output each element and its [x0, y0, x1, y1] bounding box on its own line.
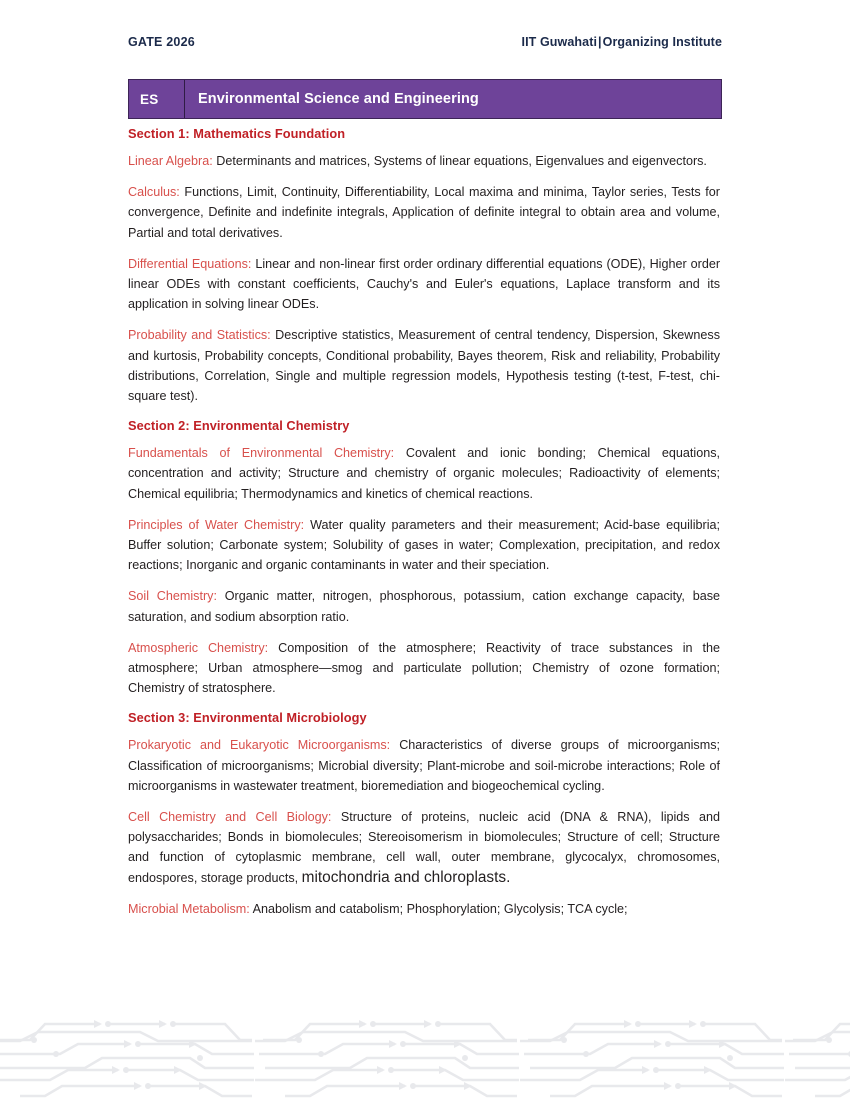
- section-heading: Section 1: Mathematics Foundation: [128, 126, 346, 141]
- topic-label: Microbial Metabolism:: [128, 901, 250, 916]
- subject-code: ES: [140, 91, 159, 107]
- topic-body: Composition of the atmosphere; Reactivity of trace substances in the atmosphere; Urban atmosphere—smog and particulate pollution; Chemistry of ozone formation; Chemistry of stratosphere.: [128, 640, 721, 696]
- topic-entry: [128, 254, 720, 315]
- topic-label: Principles of Water Chemistry:: [128, 517, 305, 532]
- topic-label: Linear Algebra:: [128, 153, 213, 168]
- subject-code-cell: [129, 80, 185, 118]
- institute-name: IIT Guwahati: [521, 35, 598, 49]
- topic-body: Covalent and ionic bonding; Chemical equations, concentration and activity; Structure and chemistry of organic molecules; Radioactivity of elements; Chemical equilibria; Thermodynamics and kinetics of chemical reactions.: [128, 446, 720, 501]
- header-separator: |: [598, 35, 602, 49]
- topic-entry: [128, 151, 720, 171]
- section-heading: Section 3: Environmental Microbiology: [128, 710, 367, 726]
- topic-body-emphasis: mitochondria and chloroplasts.: [301, 868, 511, 886]
- subject-banner: [128, 79, 722, 119]
- topic-label: Differential Equations:: [128, 256, 252, 271]
- topic-label: Probability and Statistics:: [128, 328, 271, 343]
- topic-label: Fundamentals of Environmental Chemistry:: [128, 446, 395, 461]
- topic-entry: [128, 638, 720, 699]
- topic-label: Cell Chemistry and Cell Biology:: [128, 810, 332, 825]
- topic-entry: [128, 586, 720, 626]
- topic-body: Linear and non-linear first order ordinary differential equations (ODE), Higher order linear ODEs with constant coefficients, Cauchy's and Euler's equations, Laplace transform and its application in solving linear ODEs.: [128, 256, 721, 312]
- section-heading: Section 2: Environmental Chemistry: [128, 418, 350, 434]
- footer-circuit-pattern: [0, 1010, 850, 1100]
- subject-name-cell: [185, 80, 721, 118]
- topic-entry: [128, 443, 720, 504]
- topic-body: Functions, Limit, Continuity, Differentiability, Local maxima and minima, Taylor series, Tests for convergence, Definite and indefinite integrals, Application of definite integral to obtain area and volume, Partial and total derivatives.: [128, 185, 720, 240]
- topic-entry: [128, 515, 720, 576]
- syllabus-content: [128, 126, 720, 930]
- document-header: [128, 35, 722, 49]
- topic-entry: [128, 735, 720, 796]
- topic-label: Atmospheric Chemistry:: [128, 640, 269, 655]
- institute-role: Organizing Institute: [602, 35, 722, 49]
- topic-entry: [128, 182, 720, 243]
- topic-label: Soil Chemistry:: [128, 589, 217, 604]
- topic-body: Water quality parameters and their measurement; Acid-base equilibria; Buffer solution; Carbonate system; Solubility of gases in water; Complexation, precipitation, and redox reactions; Inorganic and organic contaminants in water and their speciation.: [128, 517, 721, 573]
- topic-body: Determinants and matrices, Systems of linear equations, Eigenvalues and eigenvectors.: [216, 153, 707, 168]
- exam-year-label: GATE 2026: [128, 35, 195, 49]
- topic-label: Calculus:: [128, 185, 180, 200]
- topic-body: Characteristics of diverse groups of microorganisms; Classification of microorganisms; Microbial diversity; Plant-microbe and soil-microbe interactions; Role of microorganisms in wastewater treatment, bioremediation and biogeochemical cycling.: [128, 738, 720, 793]
- topic-label: Prokaryotic and Eukaryotic Microorganisms:: [128, 738, 391, 753]
- topic-body: Organic matter, nitrogen, phosphorous, potassium, cation exchange capacity, base saturation, and sodium absorption ratio.: [128, 589, 721, 624]
- topic-body: Structure of proteins, nucleic acid (DNA & RNA), lipids and polysaccharides; Bonds in biomolecules; Stereoisomerism in biomolecules; Structure of cell; Structure and function of cytoplasmic membrane, cell wall, outer membrane, glycocalyx, chromosomes, endospores, storage products,: [128, 810, 720, 885]
- organizing-institute-label: [522, 35, 722, 49]
- topic-entry: [128, 899, 720, 919]
- topic-body: Descriptive statistics, Measurement of central tendency, Dispersion, Skewness and kurtosis, Probability concepts, Conditional probability, Bayes theorem, Risk and reliability, Probability distributions, Correlation, Single and multiple regression models, Hypothesis testing (t-test, F-test, chi-square test).: [128, 328, 721, 404]
- topic-entry: [128, 807, 720, 888]
- subject-title: Environmental Science and Engineering: [198, 91, 479, 107]
- topic-body: Anabolism and catabolism; Phosphorylation; Glycolysis; TCA cycle;: [252, 901, 628, 916]
- topic-entry: [128, 325, 720, 406]
